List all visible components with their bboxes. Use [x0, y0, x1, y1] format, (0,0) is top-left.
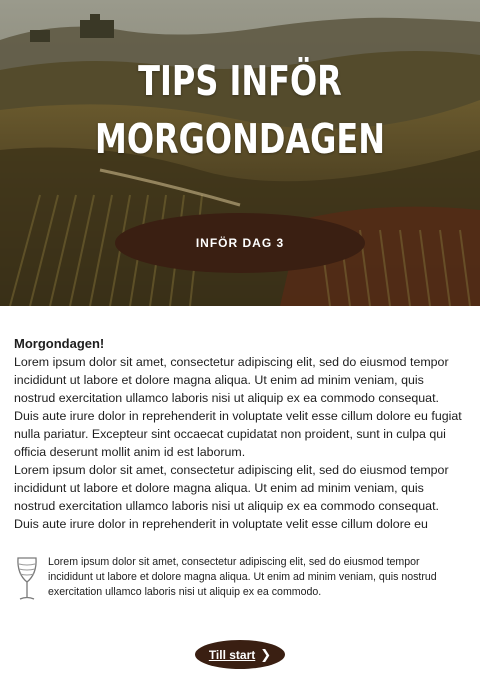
tip-box: [14, 554, 466, 604]
page-title-line1: TIPS INFÖR: [138, 57, 342, 105]
wine-glass-icon: [14, 554, 40, 604]
till-start-button[interactable]: [195, 640, 285, 669]
body-paragraph-2: Lorem ipsum dolor sit amet, consectetur adipiscing elit, sed do eiusmod tempor incididunt ut labore et dolore magna aliqua. Ut enim ad minim veniam, quis nostrud exercitation ullamco laboris nisi ut aliquip ex ea commodo consequat. Duis aute irure dolor in reprehenderit in voluptate velit esse cillum dolore eu: [14, 463, 449, 531]
day-badge: INFÖR DAG 3: [115, 213, 365, 273]
chevron-right-icon: ❯: [260, 646, 272, 662]
main-content: [14, 335, 466, 533]
till-start-label: Till start: [208, 647, 256, 662]
body-paragraph-1: Lorem ipsum dolor sit amet, consectetur adipiscing elit, sed do eiusmod tempor incididunt ut labore et dolore magna aliqua. Ut enim ad minim veniam, quis nostrud exercitation ullamco laboris nisi ut aliquip ex ea commodo consequat. Duis aute irure dolor in reprehenderit in voluptate velit esse cillum dolore eu fugiat nulla pariatur. Excepteur sint occaecat cupidatat non proident, sunt in culpa qui officia deserunt mollit anim id est laborum.: [14, 355, 462, 459]
page-title-line2: MORGONDAGEN: [94, 115, 385, 163]
section-heading: Morgondagen!: [14, 336, 105, 351]
hero-banner: [0, 0, 480, 306]
tip-text: Lorem ipsum dolor sit amet, consectetur adipiscing elit, sed do eiusmod tempor incididunt ut labore et dolore magna aliqua. Ut enim ad minim veniam, quis nostrud exercitation ullamco laboris nisi ut aliquip ex ea commodo.: [48, 556, 437, 598]
